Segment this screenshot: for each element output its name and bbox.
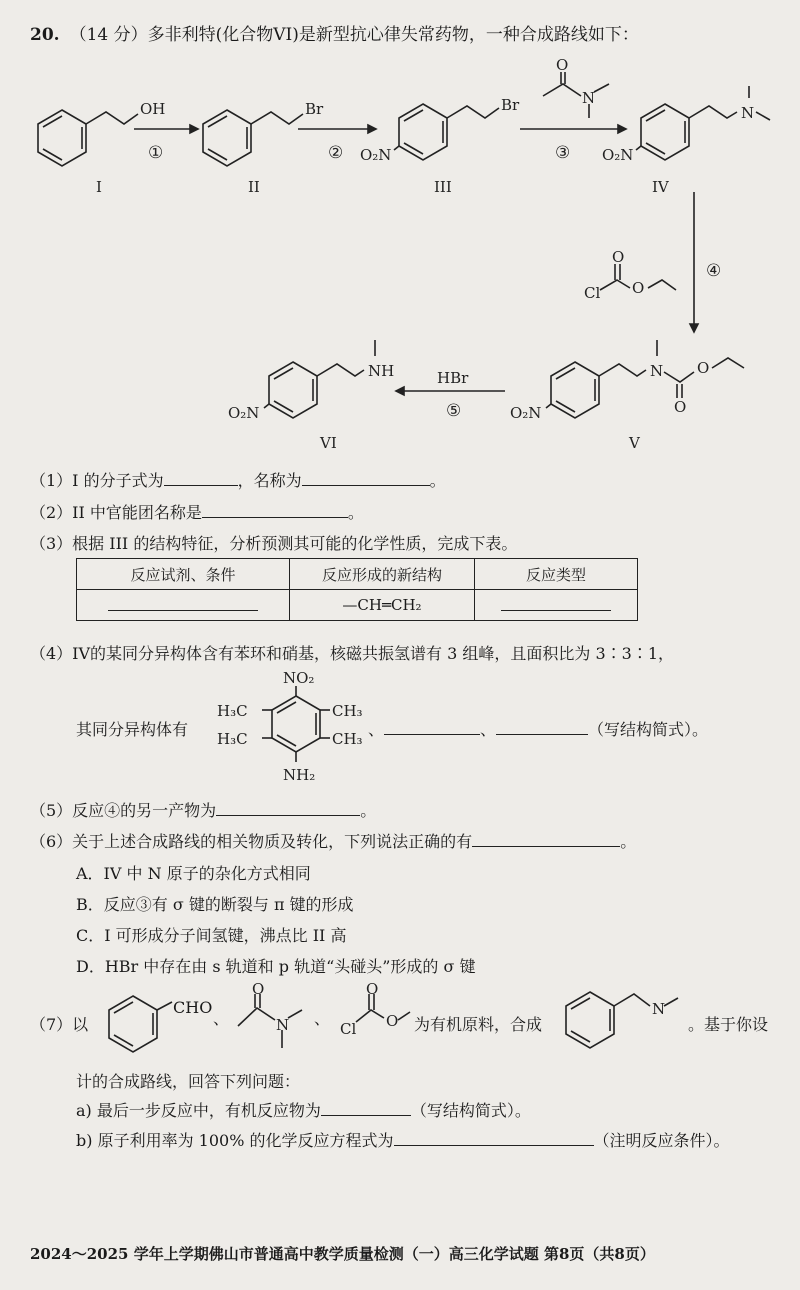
page-footer: 2024～2025 学年上学期佛山市普通高中教学质量检测（一）高三化学试题 第8页（共8页）: [30, 1245, 655, 1263]
q4-h3c-top: H₃C: [217, 702, 248, 720]
ecf-o-ester: O: [632, 279, 645, 297]
n-label-v: N: [650, 362, 664, 380]
q4-sep-1: 、: [368, 720, 385, 739]
q4-text: （4）IV的某同分异构体含有苯环和硝基，核磁共振氢谱有 3 组峰，且面积比为 3∶3∶1，: [30, 644, 675, 663]
q5-text-b: 。: [360, 801, 377, 820]
q2-text-b: 。: [347, 503, 364, 522]
q4-line-b: [76, 717, 188, 740]
step-3-label: ③: [555, 143, 571, 163]
q3-blank-type[interactable]: [501, 596, 611, 611]
compound-vi-structure: [264, 340, 375, 418]
q3-table: [76, 558, 638, 621]
oh-label: OH: [140, 100, 166, 118]
q1-text-b: ，名称为: [237, 471, 302, 490]
q7-text-c: 。基于你设: [688, 1015, 769, 1034]
step-5-label: ⑤: [446, 401, 462, 421]
q2-text: （2）II 中官能团名称是: [30, 503, 202, 522]
no2-label-iii: O₂N: [360, 146, 392, 164]
q7-cho-label: CHO: [173, 998, 213, 1017]
question-number: 20.: [30, 25, 60, 45]
q7a-text-b: （写结构简式）。: [410, 1101, 531, 1120]
q7-benzaldehyde-structure: [109, 996, 172, 1052]
q7-text-b: 为有机原料，合成: [414, 1015, 543, 1034]
q6-option-b: B．反应③有 σ 键的断裂与 π 键的形成: [76, 895, 354, 914]
q4-sep-2: 、: [480, 720, 497, 739]
q1-text-c: 。: [429, 471, 446, 490]
dma-n-label: N: [582, 89, 596, 107]
no2-label-vi: O₂N: [228, 404, 260, 422]
compound-label-vi: VI: [320, 434, 337, 452]
q7a-blank[interactable]: [321, 1101, 411, 1116]
q7b-blank[interactable]: [394, 1131, 594, 1146]
q4-ch3-top: CH₃: [332, 702, 363, 720]
q4-no2-label: NO₂: [283, 669, 315, 687]
q3-cell-type[interactable]: [475, 590, 638, 621]
q7b-text: b) 原子利用率为 100% 的化学反应方程式为: [76, 1131, 394, 1150]
q7-intro: （7）以: [30, 1015, 89, 1034]
q7-ecf-o: O: [386, 1012, 399, 1030]
compound-label-iv: IV: [652, 178, 669, 196]
step-1-label: ①: [148, 143, 164, 163]
q2-blank[interactable]: [202, 503, 348, 518]
q3-table-answer-row: [77, 590, 638, 621]
q4-line-c: [368, 717, 708, 740]
q7-ecf-o-top: O: [366, 980, 379, 998]
q1-blank-formula[interactable]: [164, 471, 238, 486]
compound-iii-structure: [394, 104, 499, 160]
q4-blank-2[interactable]: [496, 720, 588, 735]
nh-label-vi: NH: [368, 362, 395, 380]
compound-label-i: I: [96, 178, 102, 196]
q3-header-reagent: 反应试剂、条件: [77, 559, 290, 590]
q1-blank-name[interactable]: [302, 471, 430, 486]
q5-line: [30, 798, 376, 821]
q3-text: （3）根据 III 的结构特征，分析预测其可能的化学性质，完成下表。: [30, 534, 518, 553]
q7-ecf-cl: Cl: [340, 1020, 357, 1038]
q4-nh2-label: NH₂: [283, 766, 316, 784]
q3-header-structure: 反应形成的新结构: [290, 559, 475, 590]
q7-sep-2: 、: [314, 1009, 331, 1028]
q7a-text: a) 最后一步反应中，有机反应物为: [76, 1101, 321, 1120]
q3-table-header-row: [77, 559, 638, 590]
q7-text-d: 计的合成路线，回答下列问题：: [76, 1072, 301, 1091]
q7-dma-structure: [238, 994, 302, 1048]
q7-sep-1: 、: [213, 1009, 230, 1028]
q7-ecf-structure: [356, 994, 410, 1022]
q7-dma-o: O: [252, 980, 265, 998]
q5-text: （5）反应④的另一产物为: [30, 801, 217, 820]
q3-blank-reagent[interactable]: [108, 596, 258, 611]
compound-label-iii: III: [434, 178, 452, 196]
q4-ch3-bottom: CH₃: [332, 730, 363, 748]
q7b-text-b: （注明反应条件）。: [593, 1131, 730, 1150]
q6-option-c: C．I 可形成分子间氢键，沸点比 II 高: [76, 926, 347, 945]
q1-line: [30, 468, 446, 491]
q4-text-c: （写结构简式）。: [588, 720, 709, 739]
q7a-line: [76, 1098, 531, 1121]
question-intro: （14 分）多非利特(化合物VI)是新型抗心律失常药物，一种合成路线如下：: [69, 25, 639, 45]
compound-v-structure: [546, 340, 744, 418]
q3-cell-structure: —CH═CH₂: [290, 590, 475, 621]
compound-label-v: V: [629, 434, 640, 452]
q3-header-type: 反应类型: [475, 559, 638, 590]
br-label-iii: Br: [501, 96, 520, 114]
compound-ii-structure: [203, 110, 303, 166]
q6-text: （6）关于上述合成路线的相关物质及转化，下列说法正确的有: [30, 832, 473, 851]
dma-o-label: O: [556, 56, 569, 74]
n-label-iv: N: [741, 104, 755, 122]
o-carbonyl-v: O: [674, 398, 687, 416]
no2-label-v: O₂N: [510, 404, 542, 422]
q4-isomer-structure: [262, 686, 330, 762]
q6-text-b: 。: [620, 832, 637, 851]
q4-text-b: 其同分异构体有: [76, 720, 189, 739]
q6-line: [30, 829, 636, 852]
dma-reagent-structure: [543, 72, 609, 118]
compound-label-ii: II: [248, 178, 260, 196]
q3-line: [30, 531, 517, 554]
q6-option-d: D．HBr 中存在由 s 轨道和 p 轨道“头碰头”形成的 σ 键: [76, 957, 476, 976]
o-ester-v: O: [697, 359, 710, 377]
q6-option-a: A．IV 中 N 原子的杂化方式相同: [76, 864, 311, 883]
hbr-reagent-label: HBr: [437, 369, 469, 387]
q4-h3c-bottom: H₃C: [217, 730, 248, 748]
ecf-cl-label: Cl: [584, 284, 601, 302]
q7-target-n: N: [652, 1000, 666, 1018]
no2-label-iv: O₂N: [602, 146, 634, 164]
step-4-label: ④: [706, 261, 722, 281]
q4-blank-1[interactable]: [384, 720, 480, 735]
q5-blank[interactable]: [216, 801, 360, 816]
q4-line-a: [30, 641, 674, 664]
br-label-ii: Br: [305, 100, 324, 118]
compound-iv-structure: [636, 86, 770, 160]
q7-dma-n: N: [276, 1016, 290, 1034]
compound-i-structure: [38, 110, 138, 166]
step-2-label: ②: [328, 143, 344, 163]
q7b-line: [76, 1128, 730, 1151]
q2-line: [30, 500, 364, 523]
q1-text: （1）I 的分子式为: [30, 471, 164, 490]
q3-cell-reagent[interactable]: [77, 590, 290, 621]
ecf-o-top: O: [612, 248, 625, 266]
q6-blank[interactable]: [472, 832, 620, 847]
